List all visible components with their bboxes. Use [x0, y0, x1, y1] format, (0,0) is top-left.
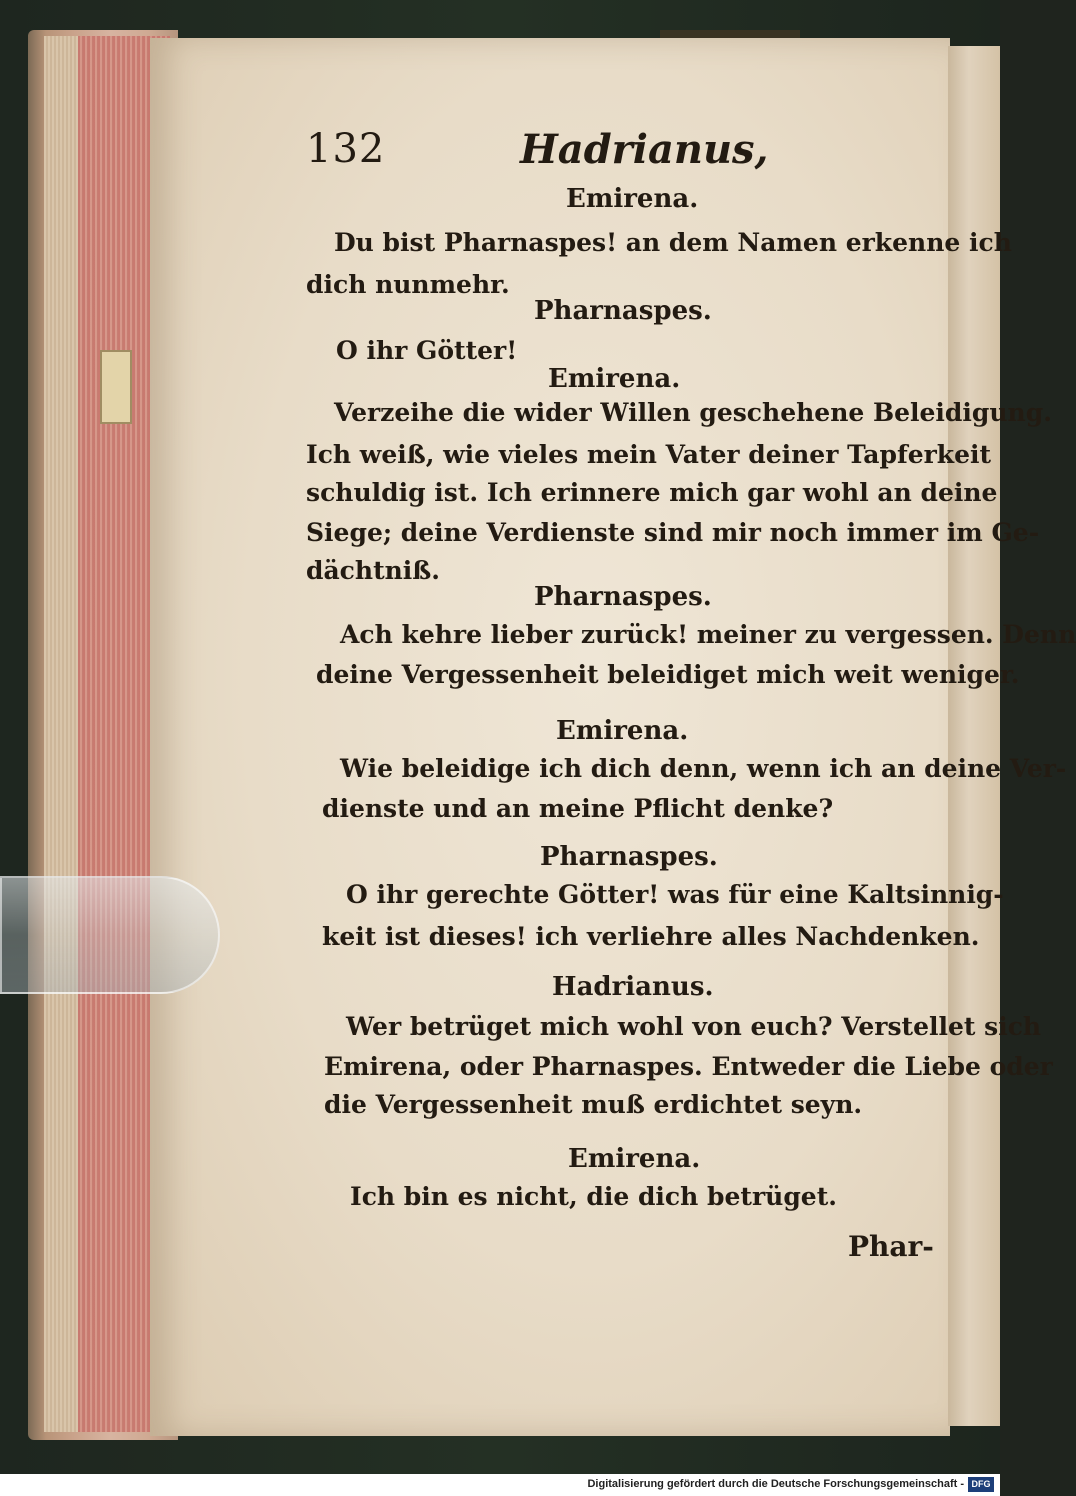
- running-title: Hadrianus,: [520, 126, 769, 173]
- text-line: O ihr Götter!: [336, 336, 518, 365]
- speaker-name: Pharnaspes.: [534, 296, 712, 326]
- text-line: Ich bin es nicht, die dich betrüget.: [350, 1182, 837, 1211]
- text-line: Ich weiß, wie vieles mein Vater deiner Tapferkeit: [306, 440, 992, 469]
- speaker-name: Emirena.: [548, 364, 681, 394]
- dfg-logo: DFG: [968, 1477, 994, 1492]
- text-line: keit ist dieses! ich verliehre alles Nachdenken.: [322, 922, 980, 951]
- text-line: Verzeihe die wider Willen geschehene Beleidigung.: [334, 398, 1052, 427]
- text-line: Siege; deine Verdienste sind mir noch immer im Ge-: [306, 518, 1040, 547]
- page-clip: [0, 876, 220, 994]
- speaker-name: Emirena.: [566, 184, 699, 214]
- text-line: die Vergessenheit muß erdichtet seyn.: [324, 1090, 863, 1119]
- text-line: O ihr gerechte Götter! was für eine Kaltsinnig-: [346, 880, 1004, 909]
- page-number: 132: [306, 126, 386, 172]
- speaker-name: Hadrianus.: [552, 972, 714, 1002]
- speaker-name: Pharnaspes.: [534, 582, 712, 612]
- text-line: dich nunmehr.: [306, 270, 510, 299]
- footer-credit: Digitalisierung gefördert durch die Deutsche Forschungsgemeinschaft -: [587, 1478, 964, 1490]
- text-line: Wer betrüget mich wohl von euch? Verstellet sich: [346, 1012, 1042, 1041]
- text-line: Emirena, oder Pharnaspes. Entweder die Liebe oder: [324, 1052, 1053, 1081]
- catchword: Phar-: [848, 1230, 934, 1263]
- bookmark-tab: [100, 350, 132, 424]
- text-line: dienste und an meine Pflicht denke?: [322, 794, 834, 823]
- speaker-name: Pharnaspes.: [540, 842, 718, 872]
- text-line: dächtniß.: [306, 556, 440, 585]
- text-line: Ach kehre lieber zurück! meiner zu vergessen. Denn: [340, 620, 1076, 649]
- text-line: deine Vergessenheit beleidiget mich weit weniger.: [316, 660, 1020, 689]
- page-edges: [44, 36, 80, 1432]
- digitization-footer: [0, 1474, 1000, 1496]
- text-line: Du bist Pharnaspes! an dem Namen erkenne ich: [334, 228, 1012, 257]
- text-line: schuldig ist. Ich erinnere mich gar wohl an deine: [306, 478, 998, 507]
- speaker-name: Emirena.: [568, 1144, 701, 1174]
- speaker-name: Emirena.: [556, 716, 689, 746]
- text-line: Wie beleidige ich dich denn, wenn ich an deine Ver-: [340, 754, 1067, 783]
